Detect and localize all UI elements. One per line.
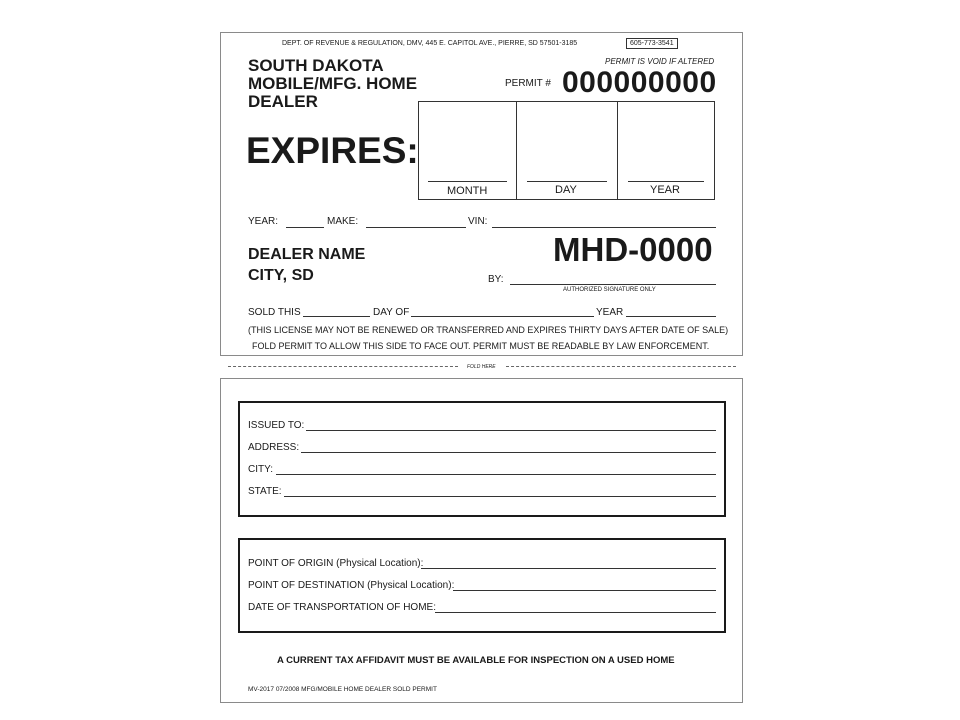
origin-field[interactable] bbox=[421, 568, 716, 569]
issued-to-label: ISSUED TO: bbox=[248, 420, 305, 431]
dealer-city: CITY, SD bbox=[248, 267, 314, 284]
month-underline bbox=[428, 181, 507, 182]
vehicle-year-label: YEAR: bbox=[248, 216, 279, 227]
permit-number: 000000000 bbox=[562, 66, 717, 99]
state-label: STATE: bbox=[248, 486, 282, 497]
fold-instructions: FOLD PERMIT TO ALLOW THIS SIDE TO FACE OUT. PERMIT MUST BE READABLE BY LAW ENFORCEMENT. bbox=[252, 341, 710, 351]
expires-label: EXPIRES: bbox=[246, 130, 419, 171]
title-line-dealer: DEALER bbox=[248, 92, 318, 111]
phone-number-box: 605-773-3541 bbox=[626, 38, 678, 49]
sold-month-field[interactable] bbox=[411, 316, 594, 317]
make-field[interactable] bbox=[366, 227, 466, 228]
day-underline bbox=[527, 181, 607, 182]
sold-this-label: SOLD THIS bbox=[248, 307, 301, 318]
title-line-type: MOBILE/MFG. HOME bbox=[248, 74, 418, 93]
form-id: MV-2017 07/2008 MFG/MOBILE HOME DEALER SOLD PERMIT bbox=[248, 686, 437, 693]
state-field[interactable] bbox=[284, 496, 716, 497]
fold-line-left bbox=[228, 366, 458, 367]
transport-date-field[interactable] bbox=[435, 612, 716, 613]
day-label: DAY bbox=[555, 184, 577, 196]
month-label: MONTH bbox=[447, 185, 488, 197]
destination-label: POINT OF DESTINATION (Physical Location): bbox=[248, 580, 455, 591]
tax-affidavit-notice: A CURRENT TAX AFFIDAVIT MUST BE AVAILABLE FOR INSPECTION ON A USED HOME bbox=[277, 655, 675, 666]
year-label: YEAR bbox=[650, 184, 680, 196]
dept-address-line: DEPT. OF REVENUE & REGULATION, DMV, 445 E. CAPITOL AVE., PIERRE, SD 57501-3185 bbox=[282, 40, 578, 47]
expiry-date-grid bbox=[418, 101, 715, 200]
title-line-state: SOUTH DAKOTA bbox=[248, 56, 384, 75]
vin-label: VIN: bbox=[468, 216, 488, 227]
issued-to-box bbox=[238, 401, 726, 517]
dealer-code: MHD-0000 bbox=[553, 231, 713, 268]
transport-date-label: DATE OF TRANSPORTATION OF HOME: bbox=[248, 602, 436, 613]
month-cell[interactable] bbox=[419, 102, 517, 199]
authorized-signature-caption: AUTHORIZED SIGNATURE ONLY bbox=[563, 287, 656, 293]
address-field[interactable] bbox=[301, 452, 716, 453]
fold-here-label: FOLD HERE bbox=[467, 364, 496, 370]
make-label: MAKE: bbox=[327, 216, 359, 227]
sold-year-field[interactable] bbox=[626, 316, 716, 317]
fold-line-right bbox=[506, 366, 736, 367]
destination-field[interactable] bbox=[453, 590, 716, 591]
address-label: ADDRESS: bbox=[248, 442, 300, 453]
day-of-label: DAY OF bbox=[373, 307, 410, 318]
year-underline bbox=[628, 181, 704, 182]
license-notice: (THIS LICENSE MAY NOT BE RENEWED OR TRANSFERRED AND EXPIRES THIRTY DAYS AFTER DATE OF SALE) bbox=[248, 325, 729, 335]
origin-label: POINT OF ORIGIN (Physical Location): bbox=[248, 558, 424, 569]
vehicle-year-field[interactable] bbox=[286, 227, 324, 228]
sold-day-field[interactable] bbox=[303, 316, 370, 317]
city-field[interactable] bbox=[276, 474, 716, 475]
vin-field[interactable] bbox=[492, 227, 716, 228]
sold-year-label: YEAR bbox=[596, 307, 624, 318]
city-label: CITY: bbox=[248, 464, 274, 475]
form-title bbox=[248, 57, 417, 111]
void-notice: PERMIT IS VOID IF ALTERED bbox=[605, 57, 715, 66]
day-cell[interactable] bbox=[517, 102, 618, 199]
dealer-name: DEALER NAME bbox=[248, 246, 366, 263]
year-cell[interactable] bbox=[618, 102, 714, 199]
signature-field[interactable] bbox=[510, 284, 716, 285]
by-label: BY: bbox=[488, 274, 504, 285]
issued-to-field[interactable] bbox=[306, 430, 716, 431]
permit-label: PERMIT # bbox=[505, 78, 551, 89]
